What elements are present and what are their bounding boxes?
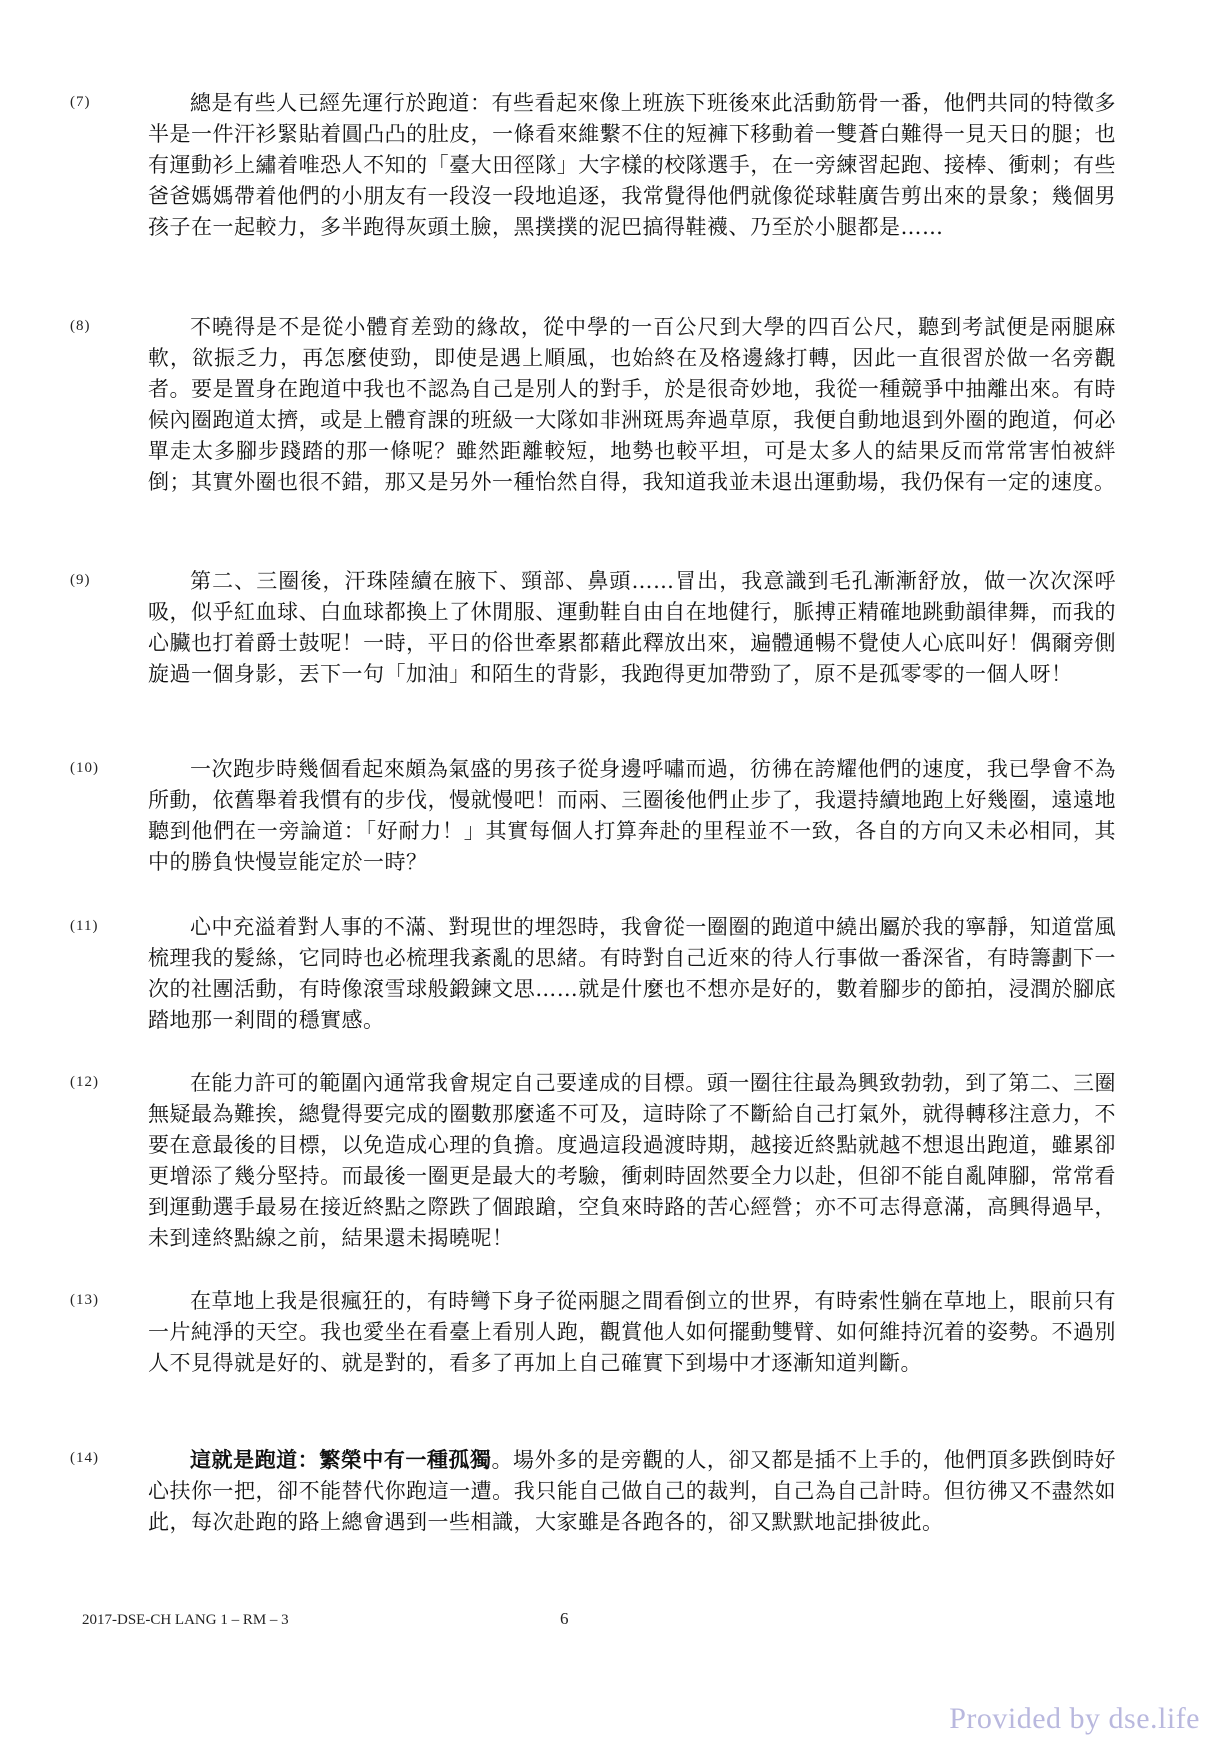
- paragraph-number: (11): [70, 918, 99, 934]
- paragraph-number: (13): [70, 1292, 99, 1308]
- paragraph-text: 總是有些人已經先運行於跑道：有些看起來像上班族下班後來此活動筋骨一番，他們共同的特徵多半是一件汗衫緊貼着圓凸凸的肚皮，一條看來維繫不住的短褲下移動着一雙蒼白難得一見天日的腿；也有運動衫上繡着唯恐人不知的「臺大田徑隊」大字樣的校隊選手，在一旁練習起跑、接棒、衝刺；有些爸爸媽媽帶着他們的小朋友有一段沒一段地追逐，我常覺得他們就像從球鞋廣告剪出來的景象；幾個男孩子在一起較力，多半跑得灰頭土臉，黑撲撲的泥巴搞得鞋襪、乃至於小腿都是……: [148, 91, 1116, 239]
- paragraph-number: (7): [70, 94, 91, 110]
- paragraph-11: [70, 912, 1170, 1036]
- paragraph-text: 第二、三圈後，汗珠陸續在腋下、頸部、鼻頭……冒出，我意識到毛孔漸漸舒放，做一次次深呼吸，似乎紅血球、白血球都換上了休閒服、運動鞋自由自在地健行，脈搏正精確地跳動韻律舞，而我的心臟也打着爵士鼓呢！一時，平日的俗世牽累都藉此釋放出來，遍體通暢不覺使人心底叫好！偶爾旁側旋過一個身影，丟下一句「加油」和陌生的背影，我跑得更加帶勁了，原不是孤零零的一個人呀！: [148, 569, 1116, 686]
- paragraph-number: (9): [70, 572, 91, 588]
- paragraph-8: [70, 312, 1170, 498]
- paragraph-text: 心中充溢着對人事的不滿、對現世的埋怨時，我會從一圈圈的跑道中繞出屬於我的寧靜，知道當風梳理我的髮絲，它同時也必梳理我紊亂的思緒。有時對自己近來的待人行事做一番深省，有時籌劃下一次的社團活動，有時像滾雪球般鍛鍊文思……就是什麼也不想亦是好的，數着腳步的節拍，浸潤於腳底踏地那一剎間的穩實感。: [148, 915, 1116, 1032]
- paragraph-14: [70, 1444, 1170, 1538]
- paragraph-number: (10): [70, 760, 99, 776]
- emphasis-sentence: 這就是跑道：繁榮中有一種孤獨: [190, 1447, 492, 1472]
- paragraph-7: [70, 88, 1170, 243]
- paragraph-text: 在草地上我是很瘋狂的，有時彎下身子從兩腿之間看倒立的世界，有時索性躺在草地上，眼前只有一片純淨的天空。我也愛坐在看臺上看別人跑，觀賞他人如何擺動雙臂、如何維持沉着的姿勢。不過別人不見得就是好的、就是對的，看多了再加上自己確實下到場中才逐漸知道判斷。: [148, 1289, 1116, 1375]
- paragraph-9: [70, 566, 1170, 690]
- paragraph-12: [70, 1068, 1170, 1254]
- paragraph-number: (14): [70, 1450, 99, 1466]
- paragraph-text: [148, 1444, 1116, 1538]
- paragraph-number: (8): [70, 318, 91, 334]
- paragraph-body: 。場外多的是旁觀的人，卻又都是插不上手的，他們頂多跌倒時好心扶你一把，卻不能替代你跑這一遭。我只能自己做自己的裁判，自己為自己計時。但彷彿又不盡然如此，每次赴跑的路上總會遇到一些相識，大家雖是各跑各的，卻又默默地記掛彼此。: [148, 1448, 1116, 1534]
- page-number: 6: [560, 1609, 569, 1628]
- paragraph-13: [70, 1286, 1170, 1379]
- paragraph-number: (12): [70, 1074, 99, 1090]
- watermark-text: Provided by dse.life: [949, 1702, 1200, 1735]
- paragraph-10: [70, 754, 1170, 878]
- exam-paper-code: 2017-DSE-CH LANG 1 – RM – 3: [82, 1612, 289, 1628]
- paragraph-text: 在能力許可的範圍內通常我會規定自己要達成的目標。頭一圈往往最為興致勃勃，到了第二、三圈無疑最為難挨，總覺得要完成的圈數那麼遙不可及，這時除了不斷給自己打氣外，就得轉移注意力，不要在意最後的目標，以免造成心理的負擔。度過這段過渡時期，越接近終點就越不想退出跑道，雖累卻更增添了幾分堅持。而最後一圈更是最大的考驗，衝刺時固然要全力以赴，但卻不能自亂陣腳，常常看到運動選手最易在接近終點之際跌了個踉蹌，空負來時路的苦心經營；亦不可志得意滿，高興得過早，未到達終點線之前，結果還未揭曉呢！: [148, 1071, 1116, 1250]
- paragraph-text: 不曉得是不是從小體育差勁的緣故，從中學的一百公尺到大學的四百公尺，聽到考試便是兩腿麻軟，欲振乏力，再怎麼使勁，即使是遇上順風，也始終在及格邊緣打轉，因此一直很習於做一名旁觀者。要是置身在跑道中我也不認為自己是別人的對手，於是很奇妙地，我從一種競爭中抽離出來。有時候內圈跑道太擠，或是上體育課的班級一大隊如非洲斑馬奔過草原，我便自動地退到外圈的跑道，何必單走太多腳步踐踏的那一條呢？雖然距離較短，地勢也較平坦，可是太多人的結果反而常常害怕被絆倒；其實外圈也很不錯，那又是另外一種怡然自得，我知道我並未退出運動場，我仍保有一定的速度。: [148, 315, 1116, 494]
- paragraph-text: 一次跑步時幾個看起來頗為氣盛的男孩子從身邊呼嘯而過，彷彿在誇耀他們的速度，我已學會不為所動，依舊舉着我慣有的步伐，慢就慢吧！而兩、三圈後他們止步了，我還持續地跑上好幾圈，遠遠地聽到他們在一旁論道：「好耐力！」其實每個人打算奔赴的里程並不一致，各自的方向又未必相同，其中的勝負快慢豈能定於一時？: [148, 757, 1116, 874]
